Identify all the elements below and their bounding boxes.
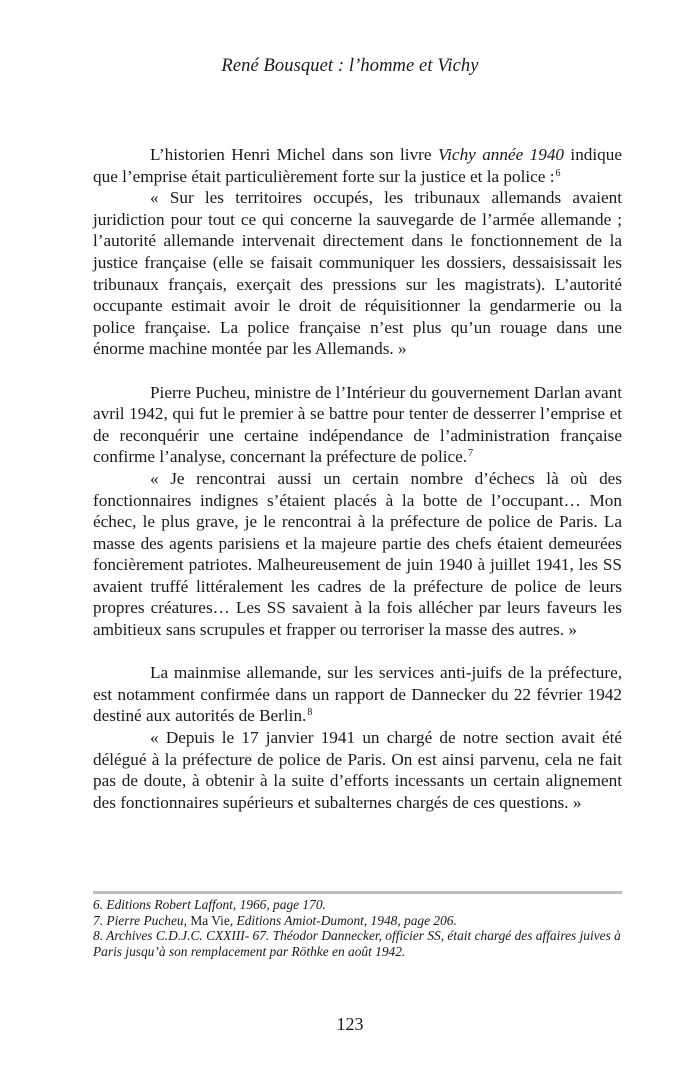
footnotes [93, 897, 633, 959]
footnote-ref-8[interactable]: 8 [307, 707, 313, 719]
paragraph-pucheu: Pierre Pucheu, ministre de l’Intérieur du gouvernement Darlan avant avril 1942, qui fut le premier à se battre pour tenter de desserrer l’emprise et de reconquérir une certaine indépendance de l’administration française confirme l’analyse, concernant la préfecture de police.$^7$ [93, 382, 623, 467]
quote-dannecker: « Depuis le 17 janvier 1941 un chargé de notre section avait été délégué à la préfecture de police de Paris. On est ainsi parvenu, cela ne fait pas de doute, à obtenir à la suite d’efforts incessants un certain alignement des fonctionnaires supérieurs et subalternes chargés de ces questions. » [93, 728, 622, 812]
running-head: René Bousquet : l’homme et Vichy [221, 56, 479, 76]
footnote-7: 7. Pierre Pucheu, Ma Vie, Editions Amiot-Dumont, 1948, page 206. [93, 912, 457, 928]
footnote-separator [93, 891, 622, 894]
footnote-ref-7[interactable]: 7 [468, 448, 474, 460]
footnote-8-continued: Paris jusqu’à son remplacement par Röthke en août 1942. [93, 943, 406, 959]
quote-pucheu: « Je rencontrai aussi un certain nombre d’échecs là où des fonctionnaires indignes s’étaient placés à la botte de l’occupant… Mon échec, le plus grave, je le rencontrai à la préfecture de police de Paris. La masse des agents parisiens et la majeure partie des chefs étaient demeurées foncièrement patriotes. Malheureusement de juin 1940 à juillet 1941, les SS avaient truffé littéralement les cadres de la préfecture de police de leurs propres créatures… Les SS savaient à la fois allécher par leurs faveurs les ambitieux sans scrupules et frapper ou terroriser la masse des autres. » [93, 468, 622, 640]
footnote-8: 8. Archives C.D.J.C. CXXIII- 67. Théodor Dannecker, officier SS, était chargé des affaires juives à [93, 928, 621, 944]
paragraph-dannecker: La mainmise allemande, sur les services anti-juifs de la préfecture, est notamment confirmée dans un rapport de Dannecker du 22 février 1942 destiné aux autorités de Berlin.$^8$ [93, 663, 622, 726]
page-number: 123 [336, 1014, 364, 1034]
footnote-6: 6. Editions Robert Laffont, 1966, page 170. [93, 897, 326, 912]
paragraph-henri-michel: L’historien Henri Michel dans son livre Vichy année 1940 indique que l’emprise était particulièrement forte sur la justice et la police :$^6$ [93, 145, 622, 186]
body-text [93, 144, 622, 813]
footnote-ref-6[interactable]: 6 [555, 167, 561, 179]
quote-henri-michel: « Sur les territoires occupés, les tribunaux allemands avaient juridiction pour tout ce qui concerne la sauvegarde de l’armée allemande ; l’autorité allemande intervenait directement dans le fonctionnement de la justice française (elle se faisait communiquer les dossiers, dessaisissait les tribunaux français, exerçait des pressions sur les magistrats). L’autorité occupante estimait avoir le droit de réquisitionner la gendarmerie ou la police française. La police française n’est plus qu’un rouage dans une énorme machine montée par les Allemands. » [93, 188, 622, 359]
book-title-ma-vie: Ma Vie [190, 912, 230, 928]
book-title-vichy-annee-1940: Vichy année 1940 [437, 145, 565, 164]
